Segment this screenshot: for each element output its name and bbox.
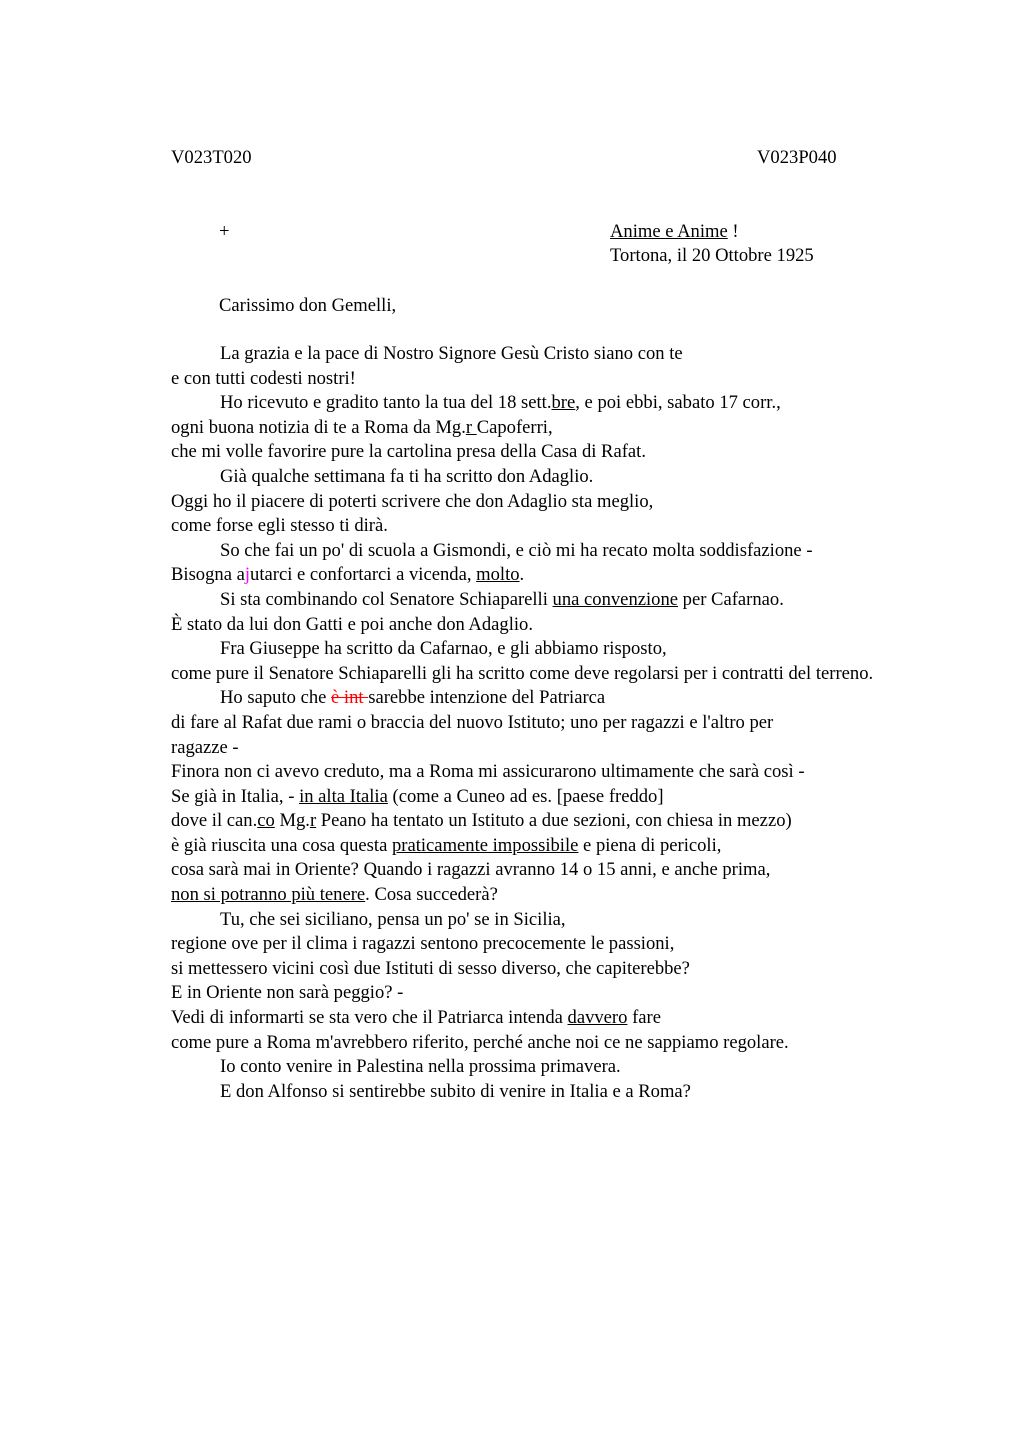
place-date: Tortona, il 20 Ottobre 1925 [610,245,814,266]
underlined-emphasis: molto [476,564,520,586]
document-code-right: V023P040 [757,147,837,168]
body-line: dove il can.co Mg.r Peano ha tentato un Istituto a due sezioni, con chiesa in mezzo) [171,810,792,832]
underlined-emphasis: non si potranno più tenere [171,884,366,906]
body-line: È stato da lui don Gatti e poi anche don Adaglio. [171,613,533,635]
abbrev-superscript: r [465,416,477,438]
body-line: Si sta combinando col Senatore Schiaparelli una convenzione per Cafarnao. [220,588,784,610]
body-line: Tu, che sei siciliano, pensa un po' se in Sicilia, [220,908,566,930]
abbrev-superscript: bre [551,392,576,414]
inserted-letter: j [244,564,251,586]
abbrev-superscript: r [309,810,317,832]
body-line: come forse egli stesso ti dirà. [171,515,388,537]
motto [610,220,739,244]
body-line: Bisogna ajutarci e confortarci a vicenda, molto. [171,564,525,586]
body-line: E don Alfonso si sentirebbe subito di venire in Italia e a Roma? [220,1080,691,1102]
motto-suffix: ! [727,221,739,242]
body-line: regione ove per il clima i ragazzi sentono precocemente le passioni, [171,933,675,955]
body-line: è già riuscita una cosa questa praticamente impossibile e piena di pericoli, [171,834,722,856]
letter-body [171,342,873,1104]
abbrev-superscript: co [257,810,275,832]
body-line: come pure a Roma m'avrebbero riferito, perché anche noi ce ne sappiamo regolare. [171,1031,789,1053]
body-line: Ho saputo che è int sarebbe intenzione del Patriarca [220,687,606,709]
body-line: Fra Giuseppe ha scritto da Cafarnao, e gli abbiamo risposto, [220,638,667,660]
body-line: cosa sarà mai in Oriente? Quando i ragazzi avranno 14 o 15 anni, e anche prima, [171,859,771,881]
salutation: Carissimo don Gemelli, [219,295,397,316]
body-line: come pure il Senatore Schiaparelli gli ha scritto come deve regolarsi per i contratti del terreno. [171,662,874,684]
body-line: si mettessero vicini così due Istituti di sesso diverso, che capiterebbe? [171,957,690,979]
cross-symbol: + [219,221,230,242]
body-line: E in Oriente non sarà peggio? - [171,982,404,1004]
body-line: Finora non ci avevo creduto, ma a Roma mi assicurarono ultimamente che sarà così - [171,761,805,783]
deleted-text: è int [331,687,369,709]
body-line: ragazze - [171,736,239,758]
body-line: non si potranno più tenere. Cosa succederà? [171,884,498,906]
body-line: Vedi di informarti se sta vero che il Patriarca intenda davvero fare [171,1007,661,1029]
underlined-emphasis: davvero [567,1007,628,1029]
document-code-left: V023T020 [171,147,252,168]
underlined-emphasis: una convenzione [552,588,679,610]
body-line: di fare al Rafat due rami o braccia del nuovo Istituto; uno per ragazzi e l'altro per [171,711,774,733]
body-line: Oggi ho il piacere di poterti scrivere che don Adaglio sta meglio, [171,490,654,512]
motto-text: Anime e Anime [610,221,728,242]
body-line: Se già in Italia, - in alta Italia (come a Cuneo ad es. [paese freddo] [171,785,664,807]
underlined-emphasis: praticamente impossibile [391,834,579,856]
body-line: ogni buona notizia di te a Roma da Mg.r Capoferri, [171,416,553,438]
body-line: So che fai un po' di scuola a Gismondi, e ciò mi ha recato molta soddisfazione - [220,539,813,561]
body-line: La grazia e la pace di Nostro Signore Gesù Cristo siano con te [220,343,683,364]
body-line: e con tutti codesti nostri! [171,367,356,389]
body-line: che mi volle favorire pure la cartolina presa della Casa di Rafat. [171,441,646,463]
body-line: Io conto venire in Palestina nella prossima primavera. [220,1056,621,1078]
underlined-emphasis: in alta Italia [299,785,388,807]
body-line: Già qualche settimana fa ti ha scritto don Adaglio. [220,465,594,487]
body-line: Ho ricevuto e gradito tanto la tua del 18 sett.bre, e poi ebbi, sabato 17 corr., [220,392,781,414]
